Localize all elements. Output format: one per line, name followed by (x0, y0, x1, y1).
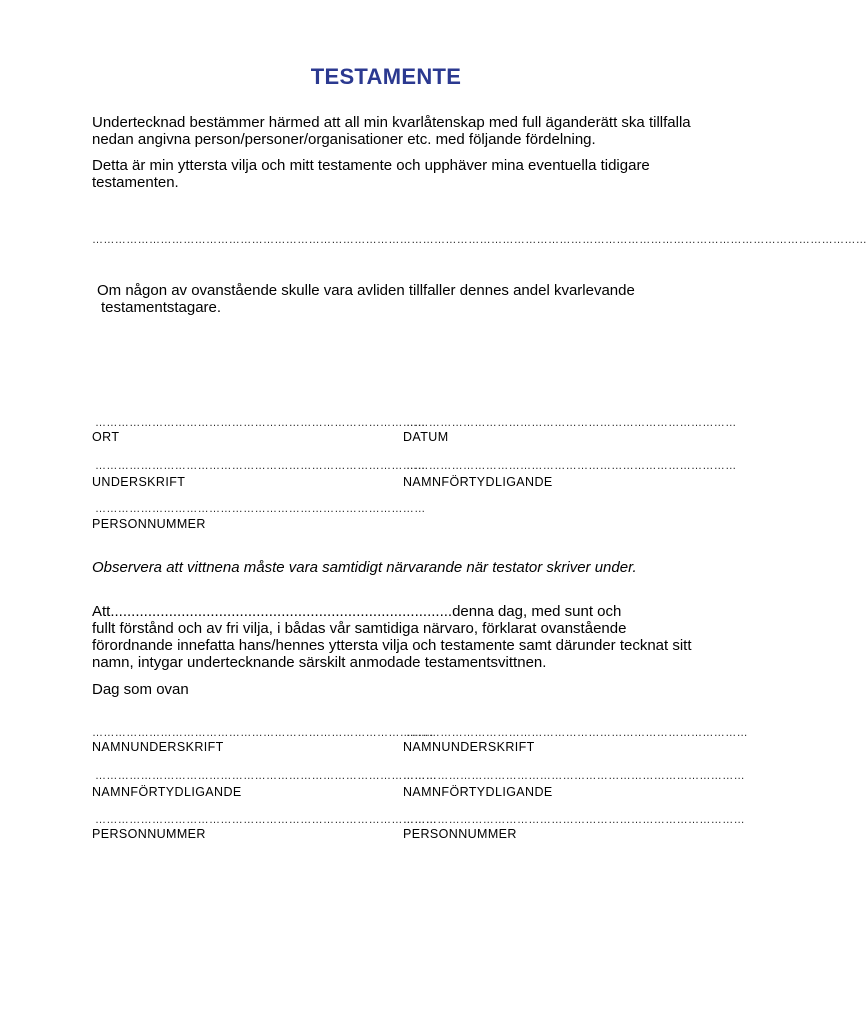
witness2-namnunderskrift-label: NAMNUNDERSKRIFT (403, 740, 535, 754)
attest-lead: Att (92, 603, 111, 620)
datum-label: DATUM (403, 430, 449, 444)
witness2-namnfortydligande-label: NAMNFÖRTYDLIGANDE (403, 785, 553, 799)
witness2-personnummer-label: PERSONNUMMER (403, 827, 517, 841)
alternate-beneficiary-text-cont: testamentstagare. (101, 299, 222, 316)
dag-som-ovan: Dag som ovan (92, 681, 189, 698)
namnfortydligande-dotted-line: …………………………………………………………………………… (406, 460, 737, 472)
underskrift-dotted-line: …………………………………………………………………………… (95, 460, 426, 472)
witness1-name-dotted-line: ……………………………………………………………………………… (95, 770, 437, 782)
intro-paragraph: Undertecknad bestämmer härmed att all min kvarlåtenskap med full äganderätt ska tillfalla nedan angivna person/personer/organisationer etc. med följande fördelning. (92, 114, 691, 148)
witness1-signature-dotted-line: ……………………………………………………………………………… (92, 727, 434, 739)
witness2-signature-dotted-line: ……………………………………………………………………………… (406, 727, 748, 739)
witness2-name-dotted-line: ……………………………………………………………………………… (403, 770, 745, 782)
namnfortydligande-label: NAMNFÖRTYDLIGANDE (403, 475, 553, 489)
attest-first-line (92, 603, 712, 620)
datum-dotted-line: …………………………………………………………………………… (406, 417, 737, 429)
personnummer-label: PERSONNUMMER (92, 517, 206, 531)
witness1-namnunderskrift-label: NAMNUNDERSKRIFT (92, 740, 224, 754)
alternate-beneficiary-text: Om någon av ovanstående skulle vara avliden tillfaller dennes andel kvarlevande (97, 282, 635, 299)
underskrift-label: UNDERSKRIFT (92, 475, 186, 489)
witness2-personnummer-dotted-line: ……………………………………………………………………………… (403, 814, 745, 826)
witness-note: Observera att vittnena måste vara samtidigt närvarande när testator skriver under. (92, 559, 637, 576)
revocation-paragraph: Detta är min yttersta vilja och mitt testamente och upphäver mina eventuella tidigare testamenten. (92, 157, 650, 191)
beneficiary-dotted-line: …………………………………………………………………………………………………………………………………………………………………………………… (92, 234, 867, 246)
document-title: TESTAMENTE (310, 64, 462, 89)
attest-paragraph: fullt förstånd och av fri vilja, i bådas vår samtidiga närvaro, förklarat ovanstående förordnande innefatta hans/hennes yttersta vilja och testamente samt därunder tecknat sitt namn, intygar undertecknande särskilt anmodade testamentsvittnen. (92, 620, 692, 671)
witness1-personnummer-dotted-line: ……………………………………………………………………………… (95, 814, 437, 826)
attest-line-end: denna dag, med sunt och (452, 603, 622, 620)
attest-dotted-line: .................................................................................. (110, 603, 453, 620)
personnummer-dotted-line: …………………………………………………………………………… (95, 503, 426, 515)
witness1-namnfortydligande-label: NAMNFÖRTYDLIGANDE (92, 785, 242, 799)
ort-dotted-line: …………………………………………………………………………… (95, 417, 426, 429)
ort-label: ORT (92, 430, 120, 444)
witness1-personnummer-label: PERSONNUMMER (92, 827, 206, 841)
